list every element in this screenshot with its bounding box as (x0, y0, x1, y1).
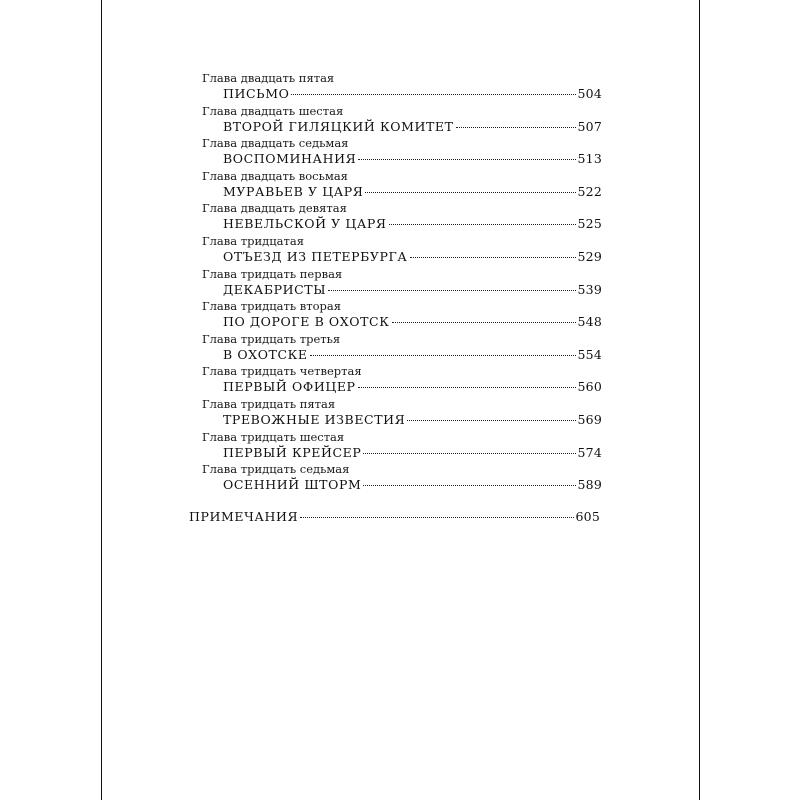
chapter-title: НЕВЕЛЬСКОЙ У ЦАРЯ (223, 216, 387, 232)
chapter-number: Глава тридцать вторая (202, 299, 341, 314)
page-number: 605 (575, 509, 600, 524)
toc-entry (102, 70, 701, 103)
chapter-number: Глава тридцать пятая (202, 396, 336, 411)
dot-leader (300, 517, 573, 518)
chapter-row (223, 379, 602, 394)
chapter-number: Глава двадцать седьмая (202, 136, 349, 151)
chapter-row (223, 477, 602, 492)
page-number: 589 (577, 477, 602, 493)
page-number: 525 (577, 216, 602, 232)
dot-leader (363, 485, 575, 486)
chapter-row (223, 412, 602, 427)
toc-entry (102, 461, 701, 494)
chapter-number: Глава двадцать шестая (202, 103, 344, 118)
page-number: 522 (577, 183, 602, 199)
page-number: 554 (577, 346, 602, 362)
chapter-row (223, 184, 602, 199)
chapter-title: МУРАВЬЕВ У ЦАРЯ (223, 183, 364, 199)
dot-leader (392, 322, 576, 323)
chapter-number: Глава тридцатая (202, 233, 304, 248)
page-number: 513 (577, 151, 602, 167)
chapter-title: ОСЕННИЙ ШТОРМ (223, 477, 362, 493)
chapter-row (223, 86, 602, 101)
toc-entry (102, 298, 701, 331)
chapter-title: ДЕКАБРИСТЫ (223, 281, 327, 297)
chapter-row (223, 216, 602, 231)
chapter-number: Глава тридцать седьмая (202, 462, 350, 477)
dot-leader (407, 420, 575, 421)
chapter-row (223, 445, 602, 460)
notes-entry (189, 509, 600, 524)
toc-entry (102, 396, 701, 429)
chapter-row (223, 151, 602, 166)
toc-entry (102, 233, 701, 266)
chapter-title: ВТОРОЙ ГИЛЯЦКИЙ КОМИТЕТ (223, 118, 454, 134)
chapter-title: ПО ДОРОГЕ В ОХОТСК (223, 314, 390, 330)
table-of-contents (102, 70, 701, 494)
toc-entry (102, 168, 701, 201)
toc-entry (102, 429, 701, 462)
page-number: 548 (577, 314, 602, 330)
dot-leader (456, 127, 576, 128)
chapter-title: ПЕРВЫЙ КРЕЙСЕР (223, 444, 362, 460)
toc-entry (102, 135, 701, 168)
toc-entry (102, 103, 701, 136)
toc-entry (102, 363, 701, 396)
chapter-number: Глава двадцать девятая (202, 201, 347, 216)
chapter-number: Глава двадцать восьмая (202, 168, 348, 183)
dot-leader (358, 159, 575, 160)
page-number: 504 (577, 86, 602, 101)
page-number: 539 (577, 281, 602, 297)
dot-leader (328, 290, 575, 291)
toc-entry (102, 266, 701, 299)
chapter-number: Глава двадцать пятая (202, 71, 335, 85)
chapter-number: Глава тридцать шестая (202, 429, 345, 444)
dot-leader (358, 387, 576, 388)
page-number: 560 (577, 379, 602, 395)
chapter-row (223, 347, 602, 362)
page-number: 529 (577, 248, 602, 264)
chapter-title: ПЕРВЫЙ ОФИЦЕР (223, 379, 356, 395)
chapter-title: ПИСЬМО (223, 86, 290, 101)
chapter-row (223, 314, 602, 329)
chapter-title: ТРЕВОЖНЫЕ ИЗВЕСТИЯ (223, 411, 406, 427)
dot-leader (291, 94, 575, 95)
toc-entry (102, 331, 701, 364)
chapter-number: Глава тридцать первая (202, 266, 343, 281)
dot-leader (363, 453, 575, 454)
chapter-row (223, 282, 602, 297)
notes-title: ПРИМЕЧАНИЯ (189, 509, 299, 524)
chapter-title: ВОСПОМИНАНИЯ (223, 151, 357, 167)
dot-leader (389, 224, 576, 225)
page-number: 569 (577, 411, 602, 427)
chapter-number: Глава тридцать третья (202, 331, 341, 346)
dot-leader (310, 355, 576, 356)
page-number: 574 (577, 444, 602, 460)
chapter-number: Глава тридцать четвертая (202, 364, 362, 379)
chapter-row (223, 249, 602, 264)
chapter-title: В ОХОТСКЕ (223, 346, 308, 362)
book-page (101, 0, 700, 800)
chapter-row (223, 119, 602, 134)
dot-leader (365, 192, 575, 193)
toc-entry (102, 200, 701, 233)
chapter-title: ОТЪЕЗД ИЗ ПЕТЕРБУРГА (223, 248, 408, 264)
dot-leader (410, 257, 576, 258)
page-number: 507 (577, 118, 602, 134)
